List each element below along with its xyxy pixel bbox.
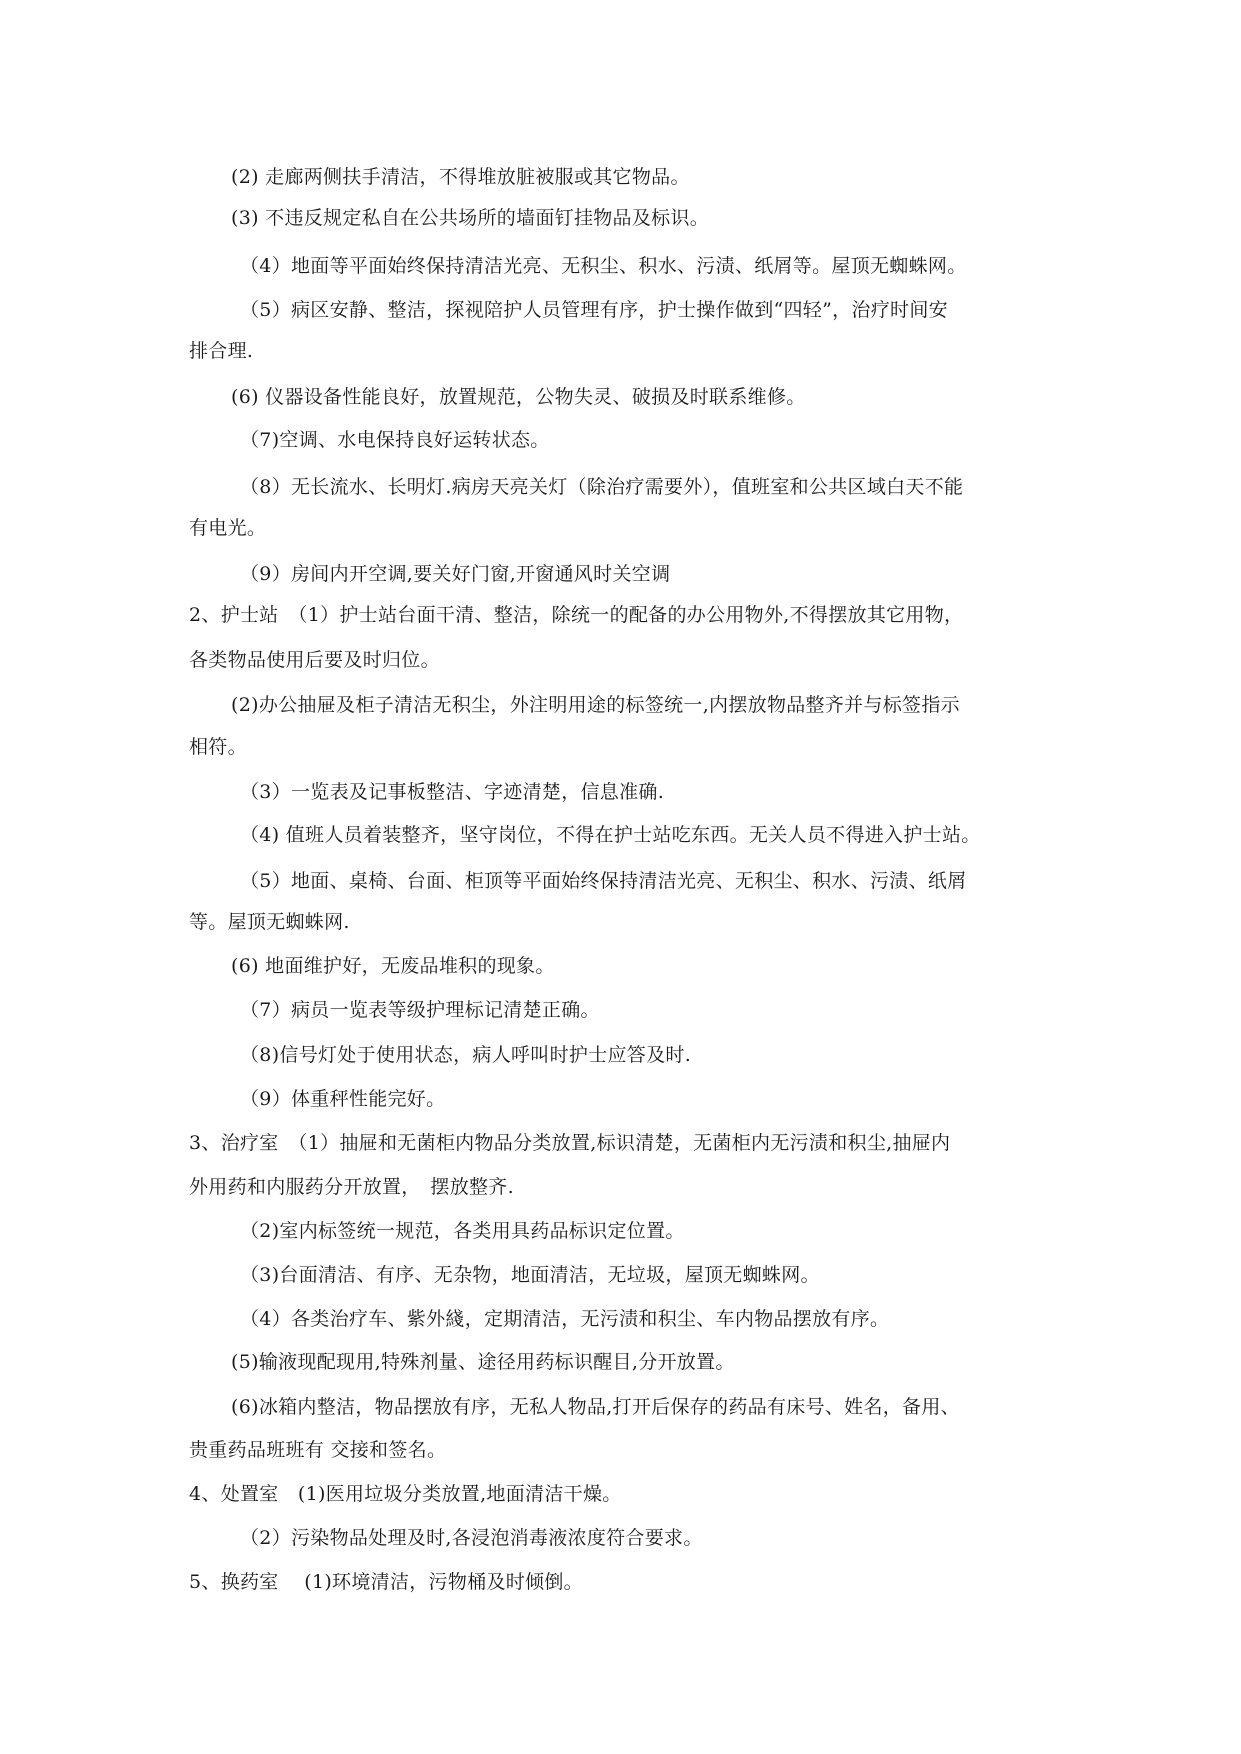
text-line: 外用药和内服药分开放置， 摆放整齐. (189, 1176, 514, 1198)
text-line: (3) 不违反规定私自在公共场所的墙面钉挂物品及标识。 (231, 207, 710, 229)
text-line: （7)空调、水电保持良好运转状态。 (240, 429, 550, 451)
text-line: 排合理. (189, 340, 254, 362)
text-line: (6)冰箱内整洁，物品摆放有序，无私人物品,打开后保存的药品有床号、姓名，备用、 (231, 1396, 960, 1418)
text-line: 4、处置室 (1)医用垃圾分类放置,地面清洁干燥。 (189, 1483, 622, 1505)
text-line: （4）各类治疗车、紫外綫，定期清洁，无污渍和积尘、车内物品摆放有序。 (240, 1308, 890, 1330)
text-line: (5)输液现配现用,特殊剂量、途径用药标识醒目,分开放置。 (231, 1351, 735, 1373)
text-line: 贵重药品班班有 交接和签名。 (189, 1439, 447, 1461)
text-line: 各类物品使用后要及时归位。 (189, 649, 440, 671)
text-line: (2)办公抽屉及柜子清洁无积尘，外注明用途的标签统一,内摆放物品整齐并与标签指示 (231, 694, 960, 716)
text-line: （4) 值班人员着装整齐，坚守岗位，不得在护士站吃东西。无关人员不得进入护士站。 (240, 824, 981, 846)
text-line: （9）房间内开空调,要关好门窗,开窗通风时关空调 (240, 563, 671, 585)
text-line: （9）体重秤性能完好。 (240, 1088, 446, 1110)
text-line: 有电光。 (189, 517, 267, 539)
text-line: （3）一览表及记事板整洁、字迹清楚，信息准确. (240, 781, 665, 803)
text-line: (6) 仪器设备性能良好，放置规范，公物失灵、破损及时联系维修。 (231, 386, 806, 408)
text-line: （2)室内标签统一规范，各类用具药品标识定位置。 (240, 1220, 685, 1242)
text-line: （8）无长流水、长明灯.病房天亮关灯（除治疗需要外），值班室和公共区域白天不能 (240, 476, 964, 498)
text-line: (6) 地面维护好，无废品堆积的现象。 (231, 955, 555, 977)
text-line: （3)台面清洁、有序、无杂物，地面清洁，无垃圾，屋顶无蜘蛛网。 (240, 1264, 820, 1286)
text-line: （4）地面等平面始终保持清洁光亮、无积尘、积水、污渍、纸屑等。屋顶无蜘蛛网。 (240, 255, 967, 277)
text-line: 相符。 (189, 736, 247, 758)
text-line: 5、换药室 (1)环境清洁，污物桶及时倾倒。 (189, 1571, 583, 1593)
text-line: 3、治疗室 （1）抽屉和无菌柜内物品分类放置,标识清楚，无菌柜内无污渍和积尘,抽屉内 (189, 1132, 951, 1154)
text-line: 等。屋顶无蜘蛛网. (189, 911, 350, 933)
text-line: （5）地面、桌椅、台面、柜顶等平面始终保持清洁光亮、无积尘、积水、污渍、纸屑 (240, 870, 967, 892)
text-line: （2）污染物品处理及时,各浸泡消毒液浓度符合要求。 (240, 1527, 703, 1549)
text-line: （8)信号灯处于使用状态，病人呼叫时护士应答及时. (240, 1044, 692, 1066)
text-line: （7）病员一览表等级护理标记清楚正确。 (240, 999, 600, 1021)
text-line: 2、护士站 （1）护士站台面干清、整洁，除统一的配备的办公用物外,不得摆放其它用物， (189, 604, 964, 626)
text-line: （5）病区安静、整洁，探视陪护人员管理有序，护士操作做到“四轻”，治疗时间安 (240, 299, 948, 321)
text-line: (2) 走廊两侧扶手清洁，不得堆放脏被服或其它物品。 (231, 166, 690, 188)
